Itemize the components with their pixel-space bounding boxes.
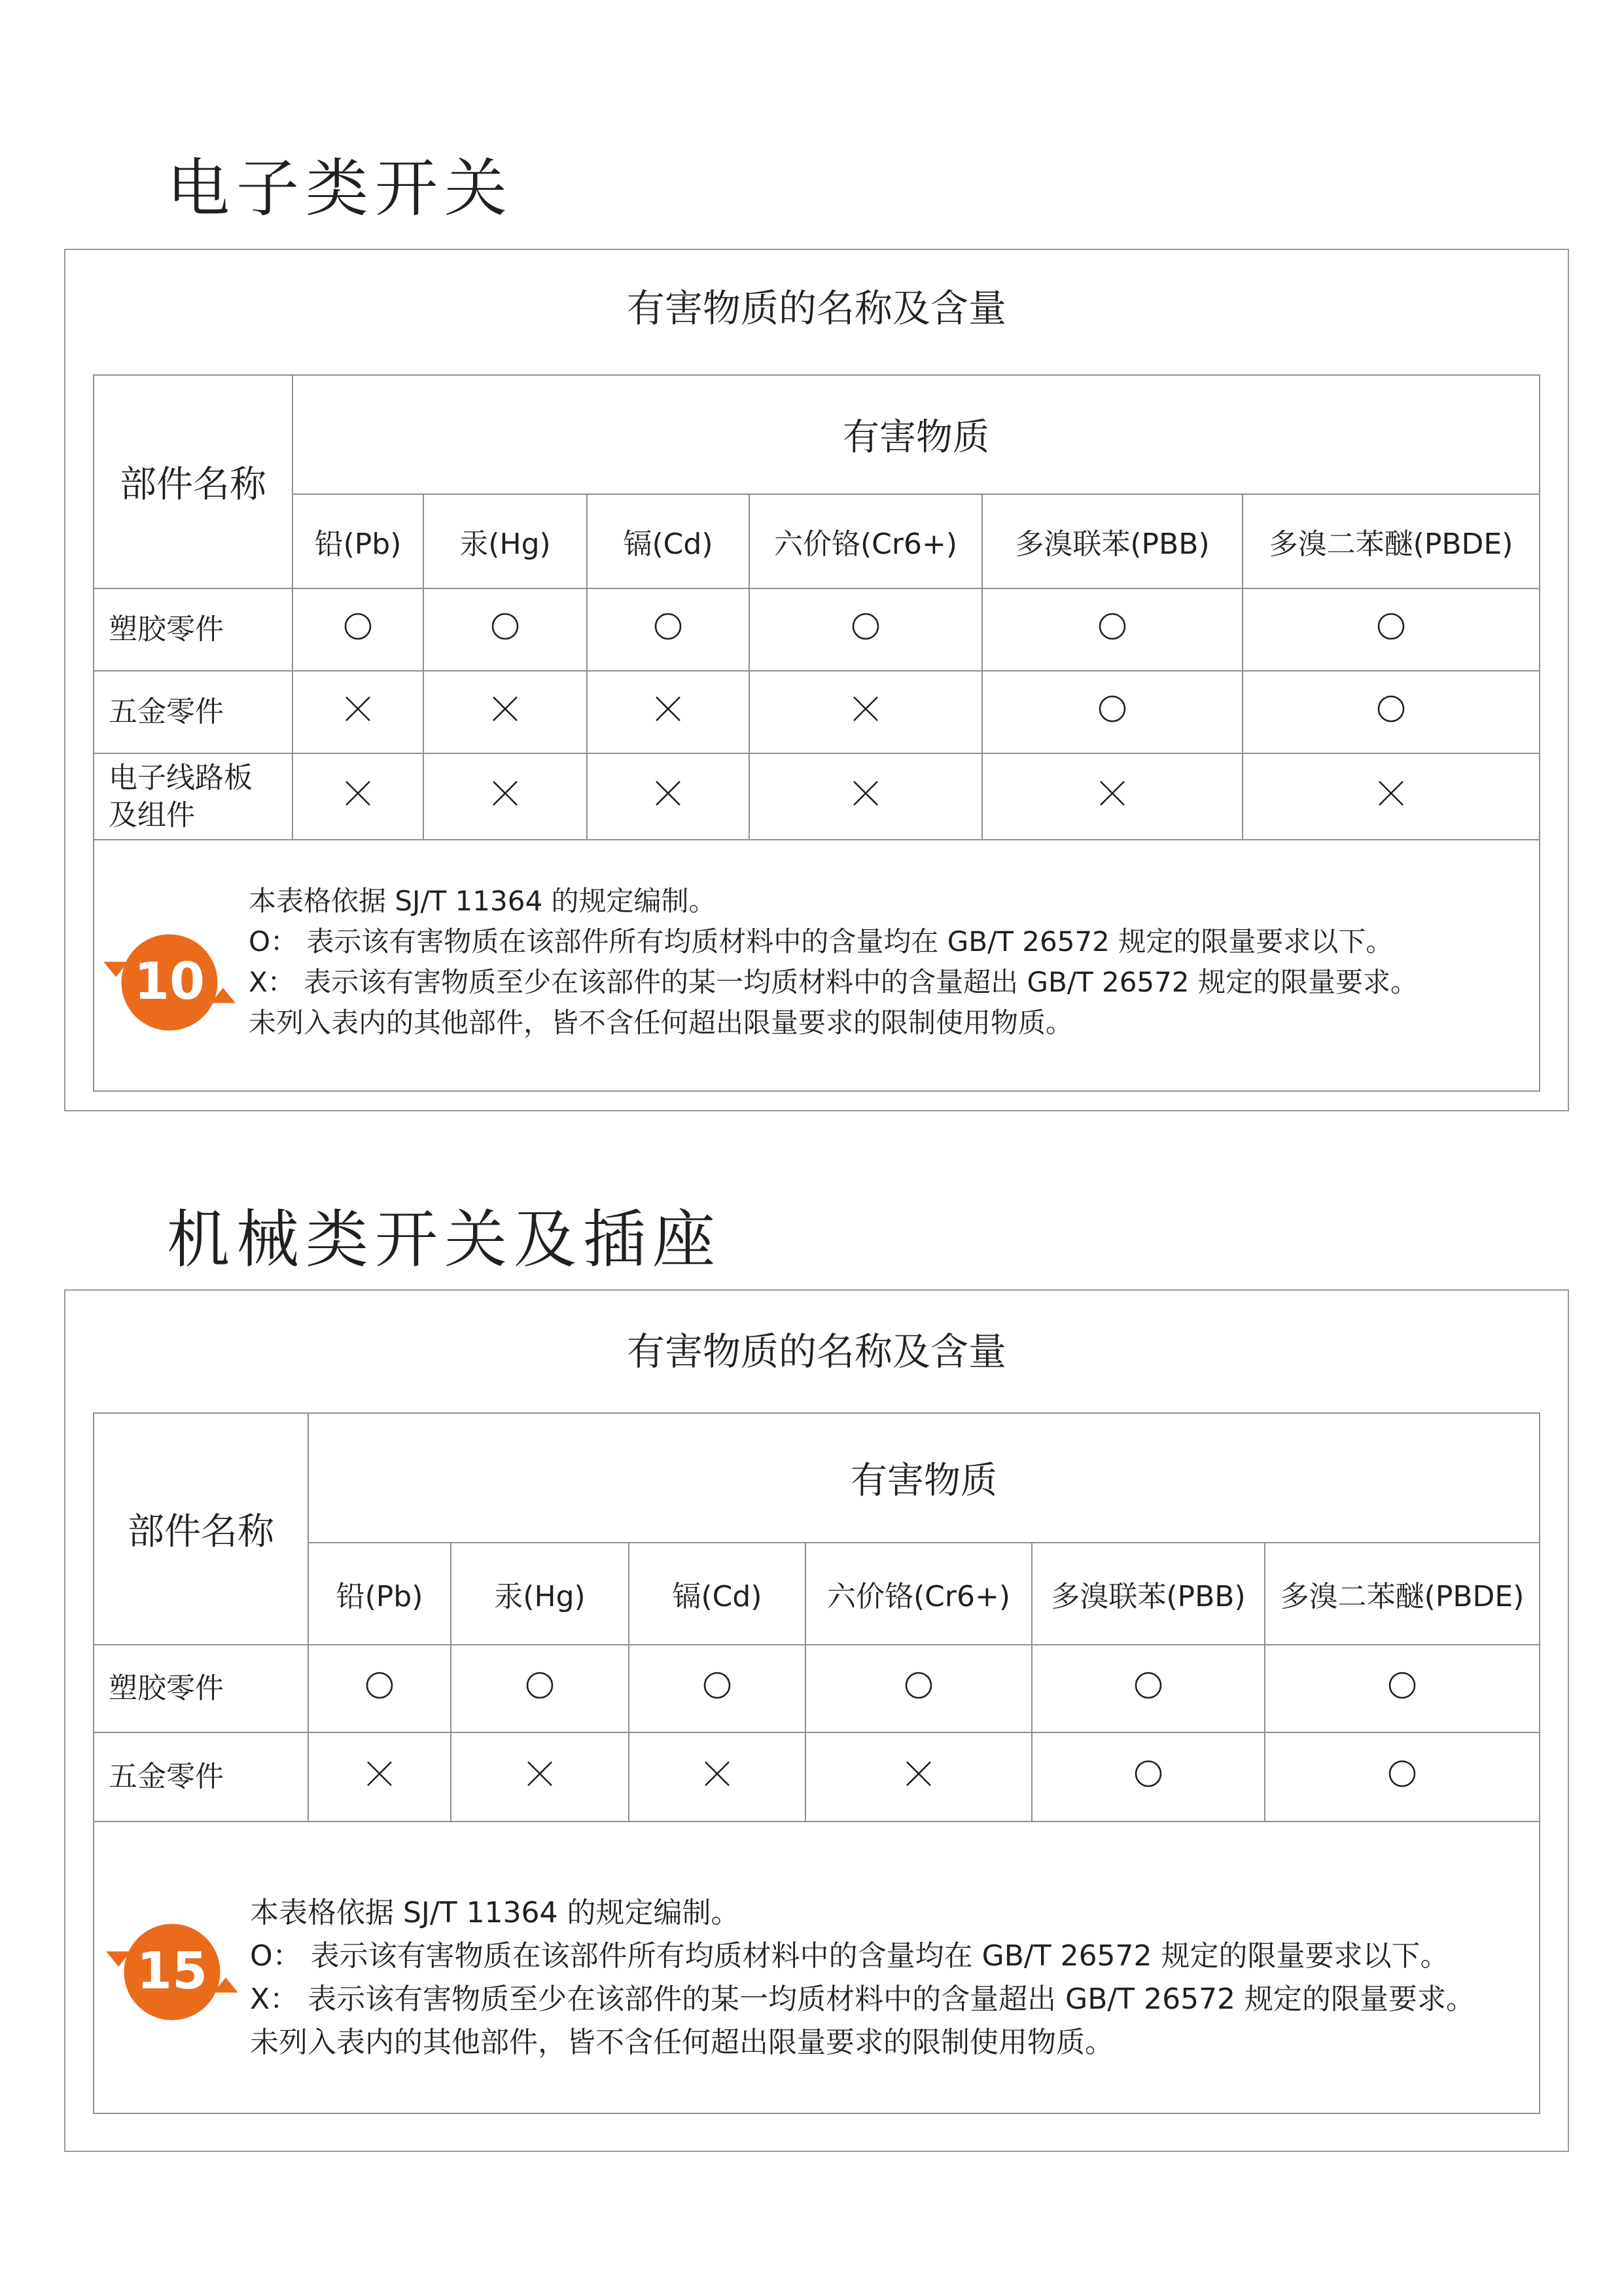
mark-compliant-cell (805, 1645, 1032, 1732)
mark-exceeds-cell (1243, 753, 1540, 840)
note-line: X： 表示该有害物质至少在该部件的某一均质材料中的含量超出 GB/T 26572 规定的限量要求。 (250, 1982, 1475, 2016)
notes-text (250, 1892, 1475, 2064)
mark-compliant-cell (1032, 1645, 1265, 1732)
hazard-table-box-mechanical (64, 1289, 1569, 2152)
cross-mark-icon (491, 694, 520, 723)
mark-compliant-cell (1243, 671, 1540, 753)
column-header-pbb: 多溴联苯(PBB) (1032, 1543, 1265, 1645)
cross-mark-icon (1377, 779, 1405, 808)
hazardous-substance-header: 有害物质 (308, 1413, 1540, 1543)
mark-compliant-cell (587, 588, 749, 671)
notes-cell (94, 1821, 1540, 2113)
mark-exceeds-cell (805, 1732, 1032, 1821)
notes-text (249, 881, 1418, 1043)
cross-mark-icon (1098, 779, 1127, 808)
mark-compliant-cell (629, 1645, 805, 1732)
mark-compliant-cell (423, 588, 587, 671)
circle-mark-icon (1134, 1759, 1163, 1788)
mark-exceeds-cell (423, 753, 587, 840)
section-title-mechanical: 机械类开关及插座 (167, 1203, 722, 1276)
circle-mark-icon (1134, 1671, 1163, 1700)
mark-compliant-cell (1032, 1732, 1265, 1821)
mark-compliant-cell (1265, 1732, 1540, 1821)
cross-mark-icon (491, 779, 520, 808)
mark-compliant-cell (982, 588, 1243, 671)
mark-compliant-cell (308, 1645, 451, 1732)
mark-exceeds-cell (982, 753, 1243, 840)
column-header-pb: 铅(Pb) (292, 494, 423, 588)
note-line: 未列入表内的其他部件，皆不含任何超出限量要求的限制使用物质。 (250, 2026, 1114, 2059)
note-line: X： 表示该有害物质至少在该部件的某一均质材料中的含量超出 GB/T 26572 规定的限量要求。 (249, 966, 1418, 998)
cross-mark-icon (654, 694, 682, 723)
note-line: 本表格依据 SJ/T 11364 的规定编制。 (249, 885, 716, 917)
column-header-pb: 铅(Pb) (308, 1543, 451, 1645)
mark-compliant-cell (749, 588, 982, 671)
epup-number: 15 (136, 1942, 208, 2001)
table-title: 有害物质的名称及含量 (626, 1329, 1006, 1374)
mark-compliant-cell (1265, 1645, 1540, 1732)
hazard-substance-table (93, 374, 1540, 1092)
mark-compliant-cell (292, 588, 423, 671)
part-name-pcb-assembly: 电子线路板及组件 (94, 753, 292, 840)
mark-exceeds-cell (292, 753, 423, 840)
part-name-header: 部件名称 (94, 1413, 308, 1645)
mark-compliant-cell (1243, 588, 1540, 671)
mark-exceeds-cell (451, 1732, 629, 1821)
circle-mark-icon (851, 612, 880, 641)
part-name-plastic: 塑胶零件 (94, 588, 292, 671)
cross-mark-icon (904, 1759, 933, 1788)
mark-exceeds-cell (629, 1732, 805, 1821)
circle-mark-icon (344, 612, 372, 641)
column-header-hg: 汞(Hg) (423, 494, 587, 588)
note-line: O： 表示该有害物质在该部件所有均质材料中的含量均在 GB/T 26572 规定的限量要求以下。 (249, 925, 1394, 958)
notes-cell (94, 840, 1540, 1091)
cross-mark-icon (851, 779, 880, 808)
circle-mark-icon (904, 1671, 933, 1700)
note-line: 本表格依据 SJ/T 11364 的规定编制。 (250, 1896, 740, 1929)
circle-mark-icon (1388, 1759, 1417, 1788)
epup-10-year-logo (101, 914, 238, 1051)
note-line: 未列入表内的其他部件，皆不含任何超出限量要求的限制使用物质。 (249, 1007, 1074, 1039)
part-name-header: 部件名称 (94, 375, 292, 588)
mark-compliant-cell (451, 1645, 629, 1732)
mark-exceeds-cell (308, 1732, 451, 1821)
mark-exceeds-cell (423, 671, 587, 753)
circle-mark-icon (1388, 1671, 1417, 1700)
circle-mark-icon (525, 1671, 554, 1700)
column-header-pbde: 多溴二苯醚(PBDE) (1265, 1543, 1540, 1645)
column-header-cd: 镉(Cd) (629, 1543, 805, 1645)
hazardous-substance-header: 有害物质 (292, 375, 1540, 494)
mark-exceeds-cell (587, 753, 749, 840)
cross-mark-icon (654, 779, 682, 808)
part-name-plastic: 塑胶零件 (94, 1645, 308, 1732)
column-header-pbb: 多溴联苯(PBB) (982, 494, 1243, 588)
mark-exceeds-cell (587, 671, 749, 753)
epup-15-year-logo (103, 1903, 241, 2041)
table-row (94, 588, 1540, 671)
circle-mark-icon (491, 612, 520, 641)
circle-mark-icon (1377, 612, 1405, 641)
circle-mark-icon (703, 1671, 732, 1700)
table-row (94, 671, 1540, 753)
column-header-hg: 汞(Hg) (451, 1543, 629, 1645)
table-row (94, 753, 1540, 840)
mark-compliant-cell (982, 671, 1243, 753)
circle-mark-icon (365, 1671, 394, 1700)
table-row (94, 1732, 1540, 1821)
column-header-cr6: 六价铬(Cr6+) (749, 494, 982, 588)
circle-mark-icon (1098, 612, 1127, 641)
cross-mark-icon (344, 779, 372, 808)
circle-mark-icon (654, 612, 682, 641)
mark-exceeds-cell (749, 671, 982, 753)
circle-mark-icon (1377, 694, 1405, 723)
note-line: O： 表示该有害物质在该部件所有均质材料中的含量均在 GB/T 26572 规定的限量要求以下。 (250, 1939, 1449, 1973)
hazard-table-box-electronic (64, 249, 1569, 1111)
cross-mark-icon (365, 1759, 394, 1788)
column-header-cr6: 六价铬(Cr6+) (805, 1543, 1032, 1645)
hazard-substance-table (93, 1412, 1540, 2114)
column-header-cd: 镉(Cd) (587, 494, 749, 588)
part-name-hardware: 五金零件 (94, 671, 292, 753)
part-name-hardware: 五金零件 (94, 1732, 308, 1821)
table-title: 有害物质的名称及含量 (626, 286, 1006, 331)
cross-mark-icon (344, 694, 372, 723)
mark-exceeds-cell (292, 671, 423, 753)
table-row (94, 1645, 1540, 1732)
cross-mark-icon (525, 1759, 554, 1788)
section-title-electronic: 电子类开关 (167, 152, 514, 225)
epup-number: 10 (133, 952, 205, 1012)
circle-mark-icon (1098, 694, 1127, 723)
column-header-pbde: 多溴二苯醚(PBDE) (1243, 494, 1540, 588)
cross-mark-icon (703, 1759, 732, 1788)
mark-exceeds-cell (749, 753, 982, 840)
cross-mark-icon (851, 694, 880, 723)
